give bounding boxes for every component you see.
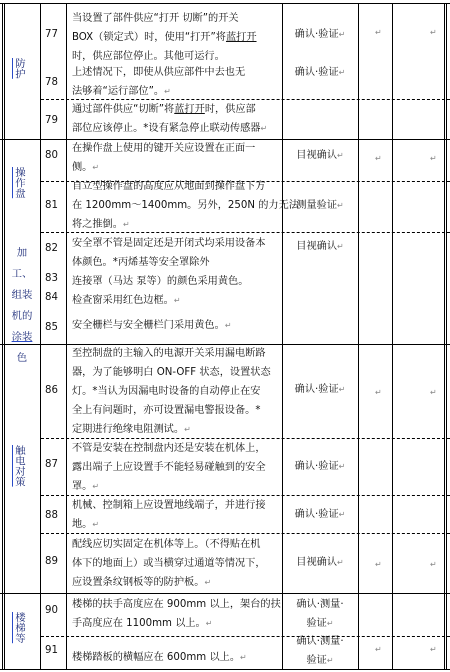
text-line: 楼梯踏板的横幅应在 600mm 以上。 — [72, 652, 241, 663]
row-text — [72, 177, 299, 234]
category-panel — [13, 167, 25, 198]
paragraph-mark: ↵ — [430, 154, 437, 163]
paragraph-mark: ↵ — [337, 201, 344, 210]
paragraph-mark: ↵ — [430, 560, 437, 569]
table-rule — [40, 3, 41, 670]
text-line: 检查窗采用红色边框。 — [72, 295, 174, 306]
text-line: 体颜色。*丙烯基等安全罩除外 — [72, 257, 210, 268]
text-line: 时，供应部位停止。其他可运行。 — [72, 51, 225, 62]
text-line: 机械、控制箱上应设置地线端子，并进行接 — [72, 500, 266, 511]
row-number: 81 — [45, 200, 58, 211]
paragraph-mark: ↵ — [205, 619, 213, 628]
paragraph-mark: ↵ — [338, 30, 346, 39]
text-line: 法够着“运行部位”。 — [72, 86, 165, 97]
method-label: 确认·验证 — [294, 461, 339, 472]
paragraph-mark: ↵ — [338, 68, 346, 77]
paragraph-mark: ↵ — [430, 645, 437, 654]
category-assembly — [5, 243, 39, 369]
paragraph-mark: ↵ — [164, 87, 171, 96]
row-text — [72, 234, 280, 310]
category-stairs — [13, 612, 25, 643]
table-rule — [0, 593, 450, 594]
text-line: 当设置了部件供应“打开 切断”的开关 — [72, 13, 239, 24]
paragraph-mark: ↵ — [338, 462, 346, 471]
text-line: 侧。 — [72, 162, 93, 173]
paragraph-mark: ↵ — [375, 645, 382, 654]
row-number: 91 — [45, 645, 58, 656]
row-number: 84 — [45, 292, 58, 303]
method-label: 目视确认 — [296, 241, 338, 252]
category-assembly-line: 工、 — [11, 268, 33, 280]
category-panel-label: 操作盘 — [13, 167, 25, 199]
method-label: 确认·测量· — [296, 636, 344, 647]
row-text — [72, 9, 280, 66]
paragraph-mark: ↵ — [338, 510, 346, 519]
row-number: 88 — [45, 510, 58, 521]
row-number: 89 — [45, 556, 58, 567]
text-line: 手高度应在 1100mm 以上。 — [72, 618, 206, 629]
method-label: 验证 — [306, 655, 327, 666]
row-text — [72, 63, 280, 101]
text-line: 安全罩不管是固定还是开闭式均采用设备本 — [72, 238, 266, 249]
table-rule — [66, 3, 67, 670]
table-rule — [0, 669, 450, 670]
text-line: 全上有问题时，亦可设置漏电警报设备。* — [72, 405, 261, 416]
underlined-term: 蓝打开 — [225, 32, 257, 43]
category-assembly-line: 涂装 — [11, 331, 33, 343]
row-text — [72, 316, 280, 335]
text-line: 配线应切实固定在机体等上。（不得贴在机 — [72, 539, 261, 550]
row-text — [72, 344, 280, 439]
category-electric-label: 触电对策 — [13, 445, 25, 487]
text-line: 露出端子上应设置手不能轻易碰触到的安全 — [72, 462, 266, 473]
row-text — [72, 648, 280, 667]
paragraph-mark: ↵ — [375, 388, 382, 397]
paragraph-mark: ↵ — [224, 321, 232, 330]
paragraph-mark: ↵ — [326, 619, 334, 628]
row-method — [283, 146, 357, 165]
paragraph-mark: ↵ — [337, 558, 344, 567]
category-guard — [13, 58, 25, 79]
method-label: 目视确认 — [296, 557, 338, 568]
paragraph-mark: ↵ — [92, 482, 100, 491]
method-label: 确认·验证 — [294, 29, 339, 40]
row-number: 79 — [45, 115, 58, 126]
paragraph-mark: ↵ — [173, 296, 181, 305]
row-text — [72, 595, 280, 633]
text-line: 器，为了能够明白 ON-OFF 状态，设置状态 — [72, 367, 271, 378]
text-line: 至控制盘的主输入的电源开关采用漏电断路 — [72, 348, 266, 359]
text-line: 通过部件供应“切断”将 — [72, 104, 175, 115]
row-method — [283, 25, 357, 44]
text-line: 连接罩（马达 泵等）的颜色采用黄色。 — [72, 276, 249, 287]
paragraph-mark: ↵ — [337, 151, 344, 160]
row-number: 86 — [45, 385, 58, 396]
category-assembly-line: 机的 — [11, 310, 33, 322]
row-method — [283, 196, 357, 215]
text-line: 体下的地面上）或当横穿过通道等情况下， — [72, 558, 266, 569]
text-line: 安全栅栏与安全栅栏门采用黄色。 — [72, 320, 225, 331]
text-line: 定期进行绝缘电阻测试。 — [72, 424, 185, 435]
text-line: 部位应该停止。*设有紧急停止联动传感器 — [72, 123, 261, 134]
category-electric — [13, 445, 25, 487]
underlined-term: 蓝打开 — [174, 104, 205, 115]
row-text — [72, 439, 280, 496]
category-stairs-label: 楼梯等 — [13, 612, 25, 644]
paragraph-mark: ↵ — [375, 28, 382, 37]
paragraph-mark: ↵ — [430, 28, 437, 37]
text-line: 楼梯的扶手高度应在 900mm 以上，架台的扶 — [72, 599, 281, 610]
method-label: 验证 — [306, 618, 327, 629]
text-line: 不管是安装在控制盘内还是安装在机体上， — [72, 443, 266, 454]
method-label: 测量验证 — [296, 200, 338, 211]
paragraph-mark: ↵ — [184, 425, 191, 434]
text-line: 地。 — [72, 519, 93, 530]
row-number: 85 — [45, 322, 58, 333]
row-method — [283, 553, 357, 572]
paragraph-mark: ↵ — [337, 242, 344, 251]
text-line: 应设置条纹钢板等的防护板。 — [72, 577, 205, 588]
category-assembly-line: 组装 — [11, 289, 33, 301]
row-number: 78 — [45, 77, 58, 88]
method-label: 目视确认 — [296, 150, 338, 161]
row-method — [283, 457, 357, 476]
paragraph-mark: ↵ — [338, 385, 346, 394]
text-line: 上述情况下，即使从供应部件中去也无 — [72, 67, 246, 78]
row-method — [283, 595, 357, 633]
paragraph-mark: ↵ — [260, 124, 268, 133]
paragraph-mark: ↵ — [92, 520, 100, 529]
row-text: 通过部件供应“切断”将蓝打开时，供应部 部位应该停止。*设有紧急停止联动传感器↵ — [72, 104, 268, 134]
row-method — [283, 380, 357, 399]
table-rule — [392, 3, 393, 670]
text-line: 灯。*当认为因漏电时设备的自动停止在安 — [72, 386, 261, 397]
category-assembly-line: 色 — [16, 352, 28, 364]
text-line: BOX（锁定式）时，使用“打开”将 — [72, 32, 226, 43]
paragraph-mark: ↵ — [240, 653, 247, 662]
row-number: 80 — [45, 150, 58, 161]
method-label: 确认·验证 — [294, 509, 339, 520]
row-method — [283, 63, 357, 82]
row-number: 82 — [45, 243, 58, 254]
table-rule — [444, 3, 447, 670]
table-rule — [358, 3, 359, 670]
paragraph-mark: ↵ — [430, 388, 437, 397]
row-method — [283, 237, 357, 256]
row-text — [72, 535, 280, 592]
method-label: 确认·验证 — [294, 384, 339, 395]
table-rule — [0, 3, 450, 4]
row-text — [72, 139, 280, 177]
text-line: 在 1200mm～1400mm。另外，250N 的力无法 — [72, 200, 299, 211]
category-assembly-line: 加 — [16, 247, 28, 259]
paragraph-mark: ↵ — [122, 220, 130, 229]
text-line: 罩。 — [72, 481, 93, 492]
row-text — [72, 496, 280, 534]
method-label: 确认·测量· — [296, 599, 344, 610]
row-number: 87 — [45, 459, 58, 470]
category-guard-label: 防护 — [13, 58, 25, 79]
paragraph-mark: ↵ — [204, 578, 212, 587]
text-line: 自立型操作盘的高度应从地面到操作盘下方 — [72, 181, 266, 192]
row-number: 90 — [45, 605, 58, 616]
paragraph-mark: ↵ — [375, 154, 382, 163]
row-number: 77 — [45, 29, 58, 40]
paragraph-mark: ↵ — [92, 163, 100, 172]
text-line: 在操作盘上使用的键开关应设置在正面一 — [72, 143, 256, 154]
paragraph-mark: ↵ — [375, 560, 382, 569]
method-label: 确认·验证 — [294, 67, 339, 78]
row-method — [283, 505, 357, 524]
table-rule — [41, 636, 450, 637]
row-method — [283, 632, 357, 670]
row-number: 83 — [45, 273, 58, 284]
text-line: 将之推倒。 — [72, 219, 123, 230]
paragraph-mark: ↵ — [326, 656, 334, 665]
